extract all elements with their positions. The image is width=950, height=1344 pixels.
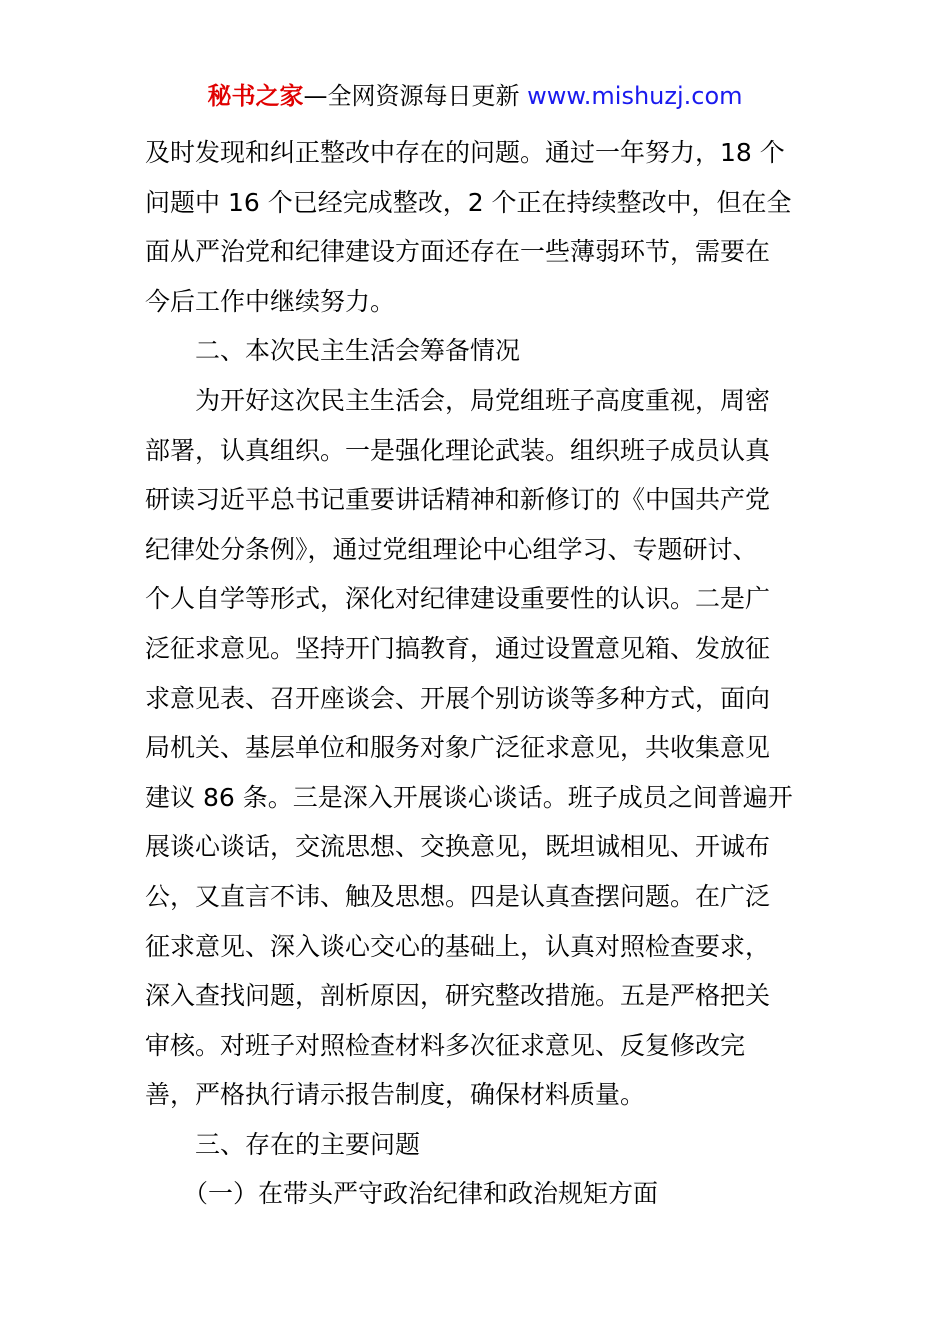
section-heading: 三、存在的主要问题 (195, 1129, 421, 1159)
paragraph-line: 部署，认真组织。一是强化理论武装。组织班子成员认真 (145, 435, 771, 465)
paragraph-line: 纪律处分条例》，通过党组理论中心组学习、专题研讨、 (145, 534, 758, 564)
site-tagline: —全网资源每日更新 (303, 82, 528, 110)
paragraph-line: 研读习近平总书记重要讲话精神和新修订的《中国共产党 (145, 485, 771, 515)
paragraph-line: 征求意见、深入谈心交心的基础上，认真对照检查要求， (145, 931, 771, 961)
subsection-heading: （一）在带头严守政治纪律和政治规矩方面 (183, 1179, 659, 1209)
paragraph-line: 展谈心谈话，交流思想、交换意见，既坦诚相见、开诚布 (145, 832, 771, 862)
site-url-link[interactable]: www.mishuzj.com (527, 82, 743, 110)
paragraph-line: 及时发现和纠正整改中存在的问题。通过一年努力，18 个 (145, 138, 785, 167)
paragraph-line: 局机关、基层单位和服务对象广泛征求意见，共收集意见 (145, 733, 771, 763)
paragraph-line: 面从严治党和纪律建设方面还存在一些薄弱环节，需要在 (145, 237, 771, 267)
paragraph-line: 建议 86 条。三是深入开展谈心谈话。班子成员之间普遍开 (145, 782, 793, 812)
paragraph-line: 问题中 16 个已经完成整改，2 个正在持续整改中，但在全 (145, 187, 792, 217)
paragraph-line: 深入查找问题，剖析原因，研究整改措施。五是严格把关 (145, 981, 771, 1011)
paragraph-line: 为开好这次民主生活会，局党组班子高度重视，周密 (195, 385, 771, 415)
paragraph-line: 泛征求意见。坚持开门搞教育，通过设置意见箱、发放征 (145, 633, 771, 663)
paragraph-line: 善，严格执行请示报告制度，确保材料质量。 (145, 1080, 646, 1110)
site-header (0, 80, 950, 112)
document-body (145, 128, 810, 1219)
section-heading: 二、本次民主生活会筹备情况 (195, 336, 521, 366)
paragraph-line: 求意见表、召开座谈会、开展个别访谈等多种方式，面向 (145, 683, 771, 713)
paragraph-line: 审核。对班子对照检查材料多次征求意见、反复修改完 (145, 1030, 746, 1060)
paragraph-line: 个人自学等形式，深化对纪律建设重要性的认识。二是广 (145, 584, 771, 614)
paragraph-line: 今后工作中继续努力。 (145, 286, 396, 316)
paragraph-line: 公，又直言不讳、触及思想。四是认真查摆问题。在广泛 (145, 881, 771, 911)
brand-name: 秘书之家 (207, 82, 304, 110)
